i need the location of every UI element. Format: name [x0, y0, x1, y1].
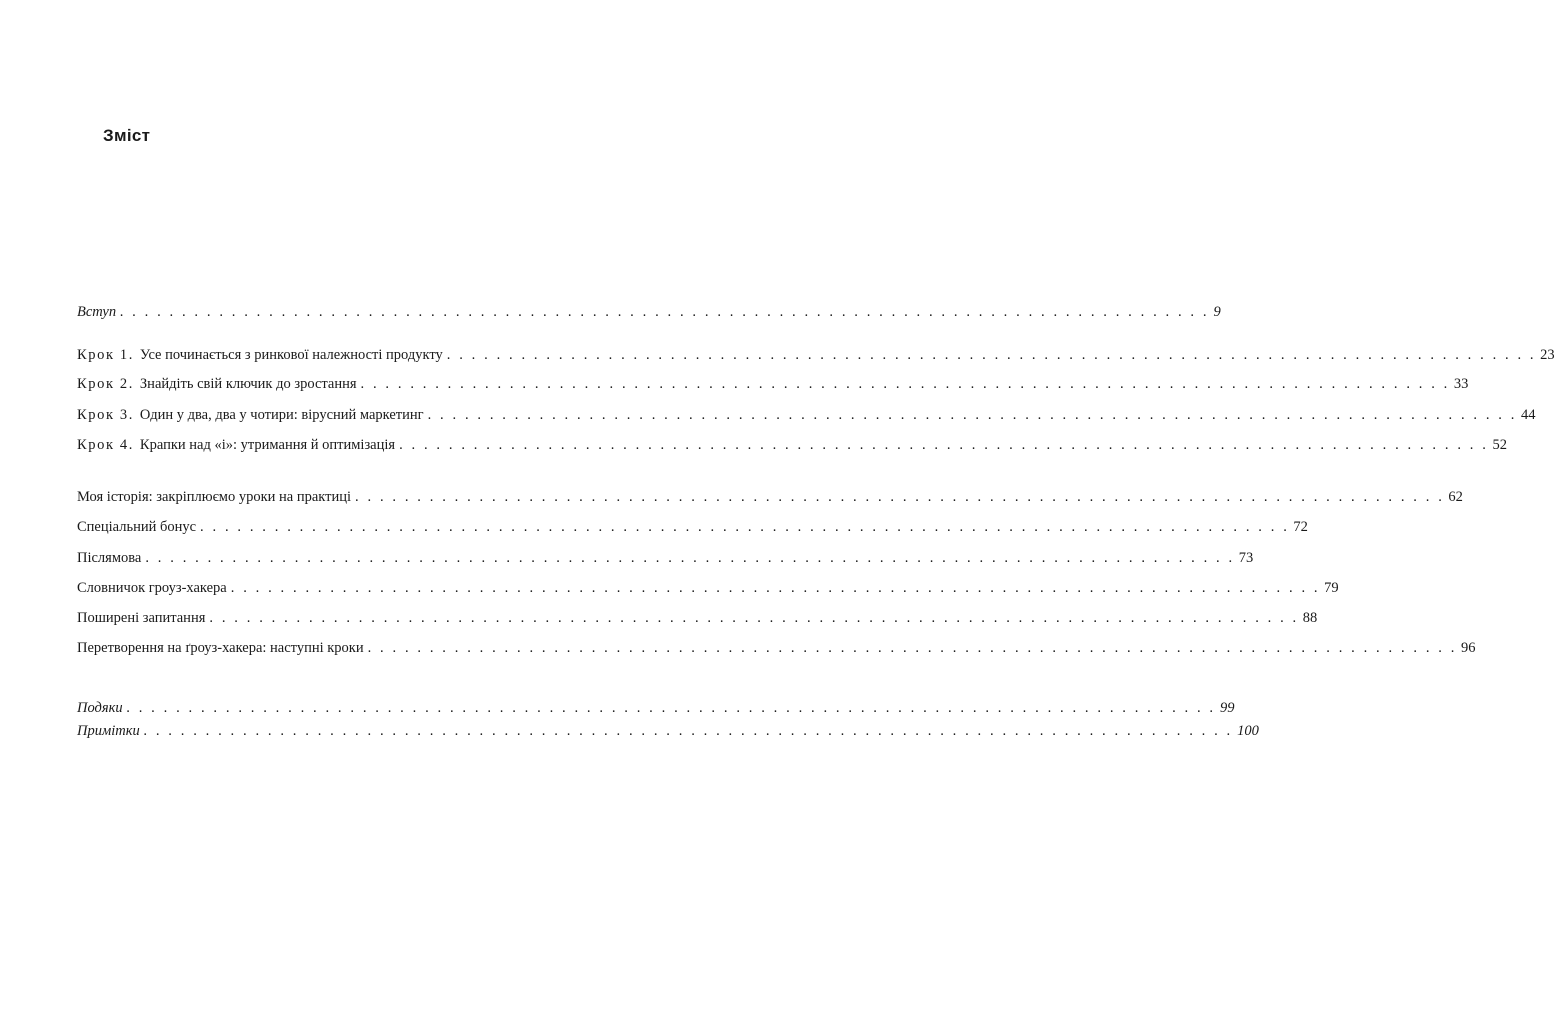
toc-entry-label: Перетворення на ґроуз-хакера: наступні кроки [77, 640, 364, 656]
toc-entry-page: 99 [1220, 700, 1235, 716]
dot-leader: . . . . . . . . . . . . . . . . . . . . . . . . . . . . . . . . . . . . . . . . . . . . . . . . . . . . . . . . . . . . . . . . . . . . . . . . . . . . . . . . . . . . . . . . [399, 437, 1489, 453]
dot-leader: . . . . . . . . . . . . . . . . . . . . . . . . . . . . . . . . . . . . . . . . . . . . . . . . . . . . . . . . . . . . . . . . . . . . . . . . . . . . . . . . . . . . . . . . [367, 640, 1457, 656]
page-title: Зміст [103, 126, 151, 145]
toc-entry-page: 72 [1293, 519, 1308, 535]
toc-entry-step-2[interactable] [77, 374, 1469, 394]
toc-entry-label: Один у два, два у чотири: вірусний маркетинг [139, 407, 424, 423]
toc-entry-page: 100 [1237, 723, 1259, 739]
toc-entry-label: Моя історія: закріплюємо уроки на практиці [77, 489, 352, 505]
dot-leader: . . . . . . . . . . . . . . . . . . . . . . . . . . . . . . . . . . . . . . . . . . . . . . . . . . . . . . . . . . . . . . . . . . . . . . . . . . . . . . . . . . . . . . . . [126, 700, 1217, 716]
dot-leader: . . . . . . . . . . . . . . . . . . . . . . . . . . . . . . . . . . . . . . . . . . . . . . . . . . . . . . . . . . . . . . . . . . . . . . . . . . . . . . . . . . . . . . . . [230, 580, 1321, 596]
toc-entry-prefix: Крок 3. [77, 407, 134, 423]
toc-entry-page: 88 [1302, 610, 1318, 626]
toc-entry-next-steps[interactable] [77, 638, 1476, 658]
toc-entry-prefix: Крок 2. [77, 376, 134, 392]
toc-entry-intro[interactable] [77, 302, 1221, 322]
toc-entry-label: Крапки над «і»: утримання й оптимізація [139, 437, 396, 453]
toc-entry-page: 33 [1453, 376, 1469, 392]
toc-entry-bonus[interactable] [77, 517, 1308, 537]
toc-entry-page: 79 [1324, 580, 1339, 596]
toc-entry-label: Подяки [77, 700, 123, 716]
toc-entry-page: 23 [1540, 347, 1555, 363]
toc-entry-step-4[interactable] [77, 435, 1507, 455]
toc-entry-my-story[interactable] [77, 487, 1463, 507]
toc-entry-page: 44 [1520, 407, 1536, 423]
toc-entry-page: 73 [1238, 550, 1254, 566]
toc-entry-prefix: Крок 1. [77, 347, 134, 363]
toc-entry-step-1[interactable] [77, 345, 1555, 365]
toc-entry-glossary[interactable] [77, 578, 1339, 598]
dot-leader: . . . . . . . . . . . . . . . . . . . . . . . . . . . . . . . . . . . . . . . . . . . . . . . . . . . . . . . . . . . . . . . . . . . . . . . . . . . . . . . . . . . . . . . . [145, 550, 1235, 566]
toc-entry-page: 62 [1448, 489, 1463, 505]
toc-entry-label: Знайдіть свій ключик до зростання [139, 376, 357, 392]
dot-leader: . . . . . . . . . . . . . . . . . . . . . . . . . . . . . . . . . . . . . . . . . . . . . . . . . . . . . . . . . . . . . . . . . . . . . . . . . . . . . . . . . . . . . . . . [446, 347, 1537, 363]
dot-leader: . . . . . . . . . . . . . . . . . . . . . . . . . . . . . . . . . . . . . . . . . . . . . . . . . . . . . . . . . . . . . . . . . . . . . . . . . . . . . . . . . . . . . . . . [120, 304, 1210, 320]
dot-leader: . . . . . . . . . . . . . . . . . . . . . . . . . . . . . . . . . . . . . . . . . . . . . . . . . . . . . . . . . . . . . . . . . . . . . . . . . . . . . . . . . . . . . . . . [360, 376, 1450, 392]
toc-entry-page: 9 [1213, 304, 1221, 320]
toc-entry-page: 96 [1460, 640, 1476, 656]
toc-entry-label: Примітки [77, 723, 140, 739]
toc-entry-label: Спеціальний бонус [77, 519, 197, 535]
toc-entry-notes[interactable] [77, 721, 1259, 741]
toc-entry-afterword[interactable] [77, 548, 1254, 568]
toc-entry-acknowledgements[interactable] [77, 698, 1235, 718]
toc-entry-label: Словничок гроуз-хакера [77, 580, 227, 596]
toc-entry-label: Післямова [77, 550, 142, 566]
dot-leader: . . . . . . . . . . . . . . . . . . . . . . . . . . . . . . . . . . . . . . . . . . . . . . . . . . . . . . . . . . . . . . . . . . . . . . . . . . . . . . . . . . . . . . . . [427, 407, 1517, 423]
toc-entry-step-3[interactable] [77, 405, 1536, 425]
toc-entry-prefix: Крок 4. [77, 437, 134, 453]
dot-leader: . . . . . . . . . . . . . . . . . . . . . . . . . . . . . . . . . . . . . . . . . . . . . . . . . . . . . . . . . . . . . . . . . . . . . . . . . . . . . . . . . . . . . . . . [143, 723, 1234, 739]
toc-entry-label: Вступ [77, 304, 117, 320]
dot-leader: . . . . . . . . . . . . . . . . . . . . . . . . . . . . . . . . . . . . . . . . . . . . . . . . . . . . . . . . . . . . . . . . . . . . . . . . . . . . . . . . . . . . . . . . [209, 610, 1299, 626]
toc-entry-faq[interactable] [77, 608, 1318, 628]
dot-leader: . . . . . . . . . . . . . . . . . . . . . . . . . . . . . . . . . . . . . . . . . . . . . . . . . . . . . . . . . . . . . . . . . . . . . . . . . . . . . . . . . . . . . . . . [200, 519, 1290, 535]
toc-entry-label: Усе починається з ринкової належності продукту [139, 347, 443, 363]
dot-leader: . . . . . . . . . . . . . . . . . . . . . . . . . . . . . . . . . . . . . . . . . . . . . . . . . . . . . . . . . . . . . . . . . . . . . . . . . . . . . . . . . . . . . . . . [355, 489, 1445, 505]
toc-entry-page: 52 [1492, 437, 1507, 453]
toc-entry-label: Поширені запитання [77, 610, 206, 626]
